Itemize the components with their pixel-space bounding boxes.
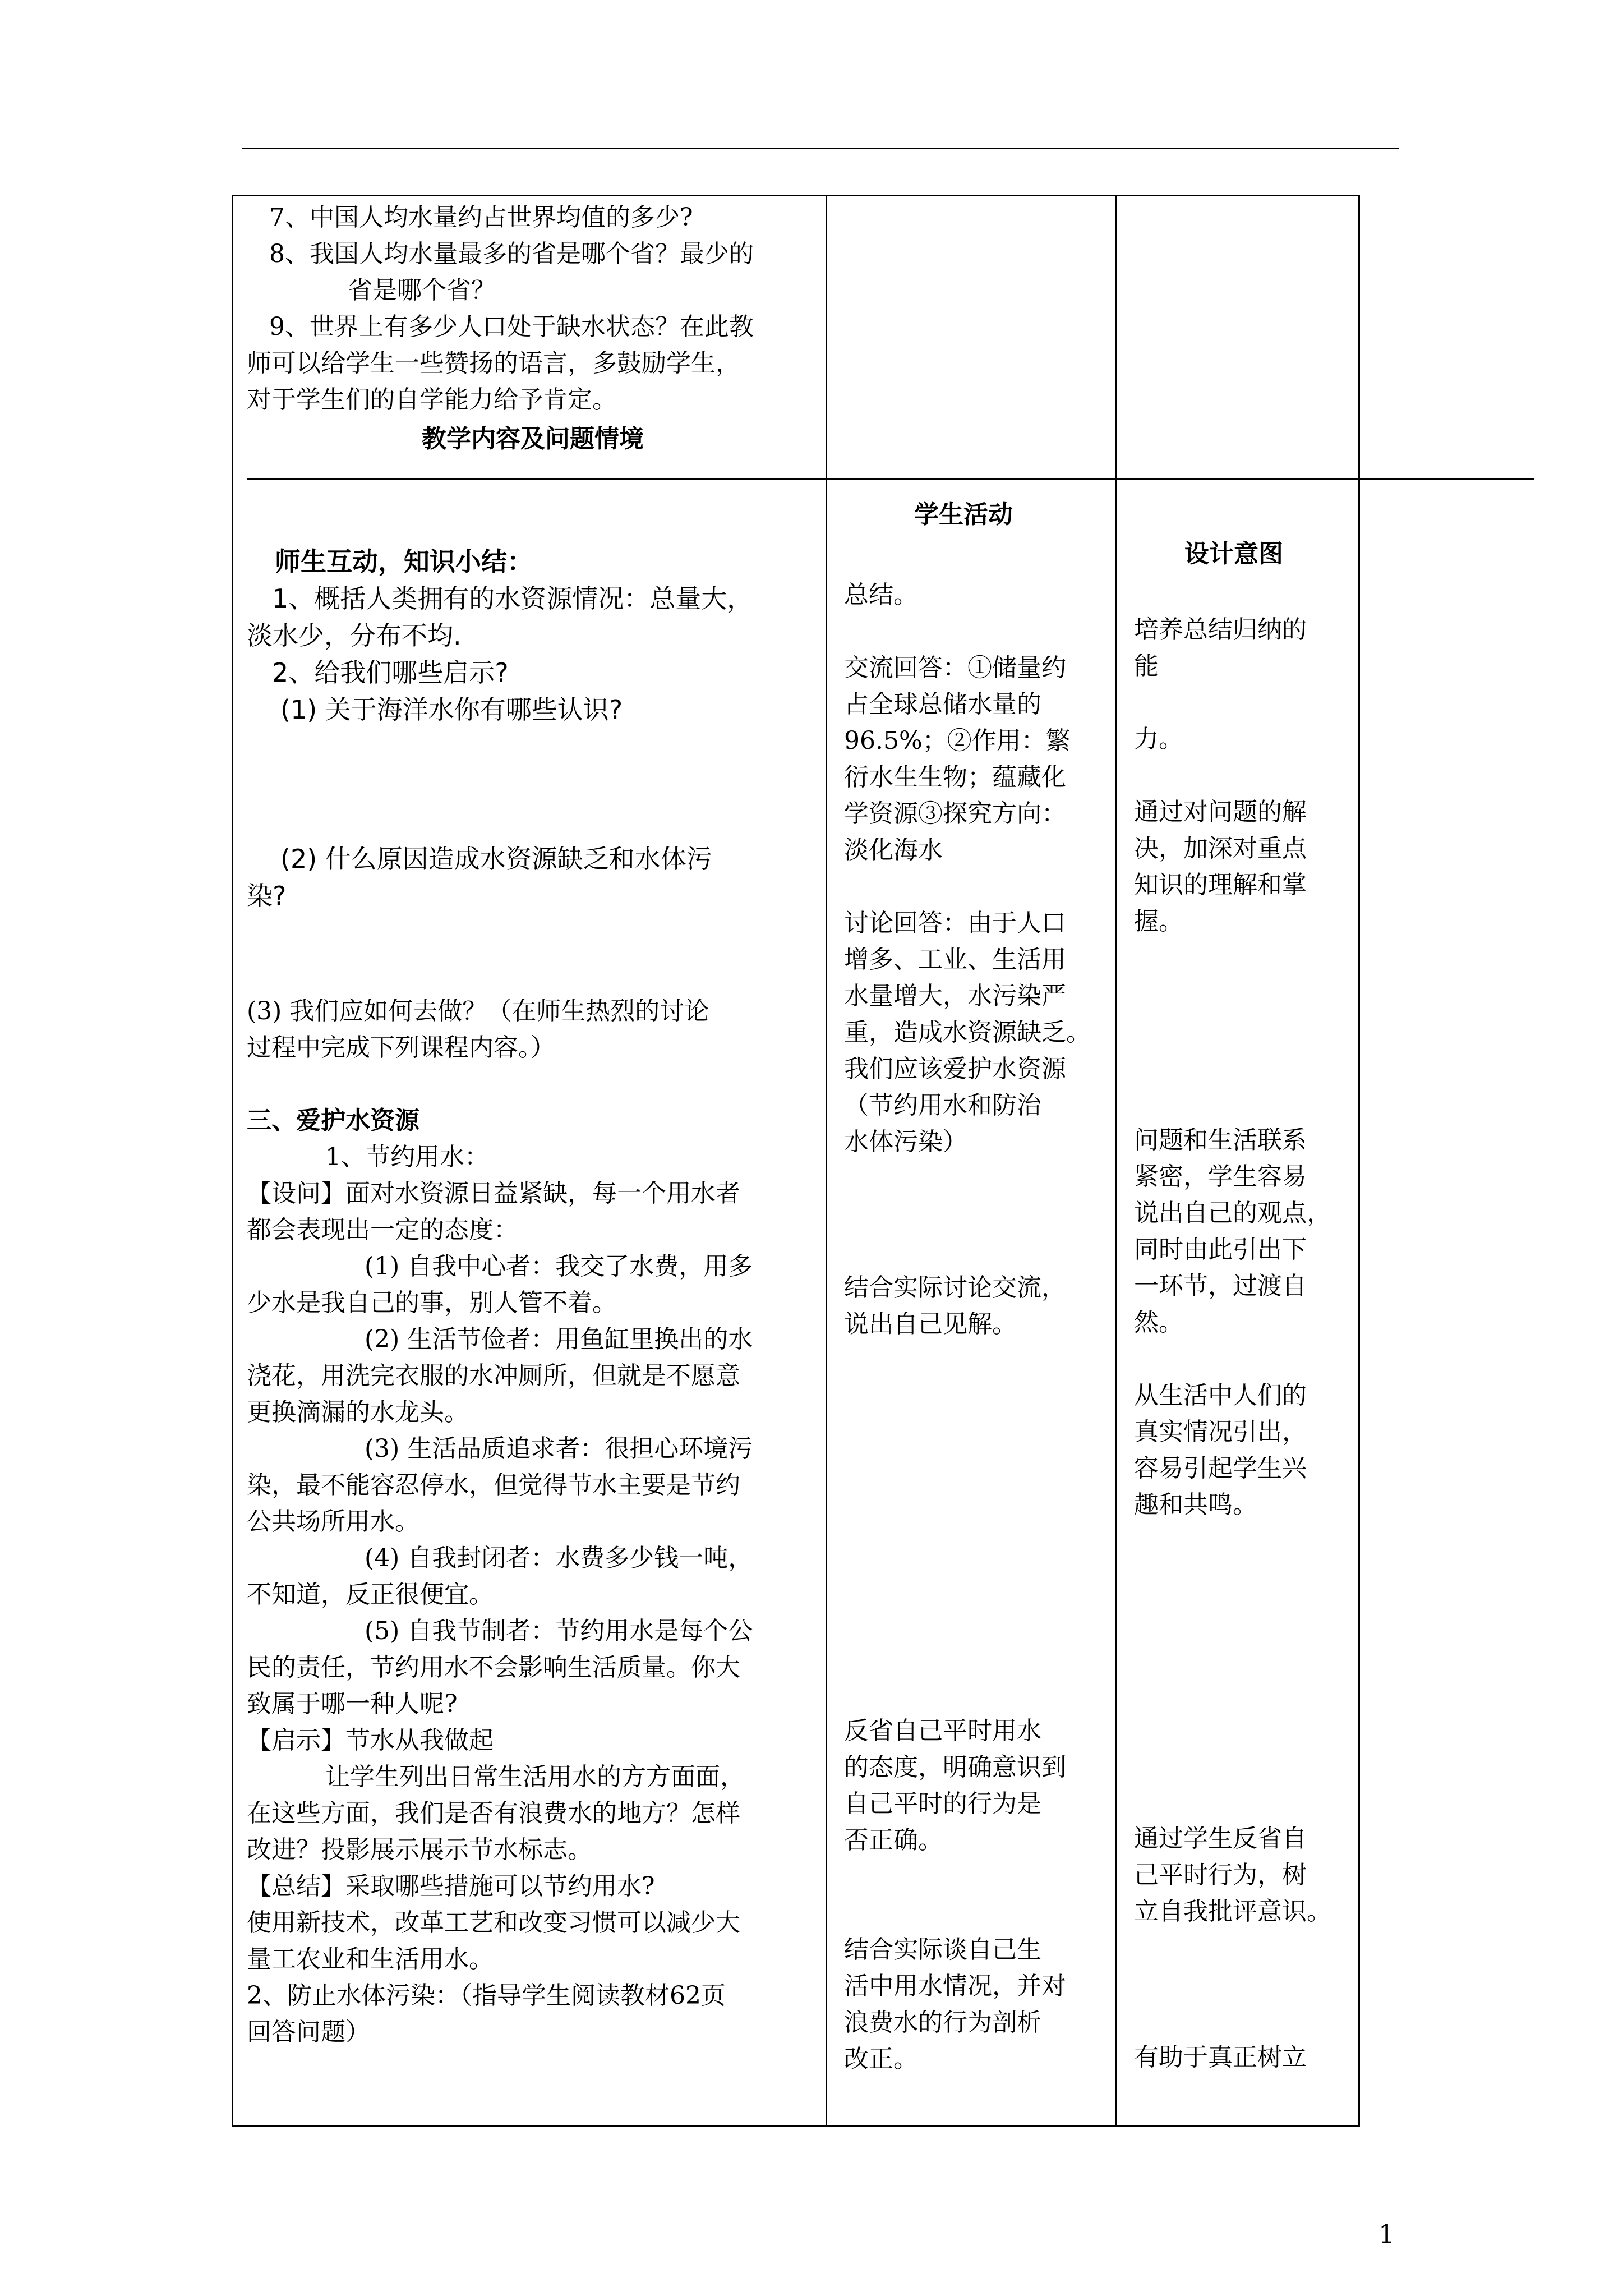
top-row-cell — [247, 199, 819, 457]
design-line: 从生活中人们的 — [1134, 1381, 1307, 1410]
question-9-cont2: 对于学生们的自学能力给予肯定。 — [247, 385, 617, 414]
design-line: 能 — [1134, 652, 1159, 680]
design-line: 趣和共鸣。 — [1134, 1490, 1257, 1519]
design-line: 力。 — [1134, 725, 1183, 753]
design-line: 问题和生活联系 — [1134, 1126, 1307, 1154]
summary-measures-line1: 使用新技术，改革工艺和改变习惯可以减少大 — [247, 1908, 740, 1937]
hint-line3: 改进？投影展示展示节水标志。 — [247, 1835, 592, 1864]
design-line: 通过对问题的解 — [1134, 798, 1307, 826]
design-line: 通过学生反省自 — [1134, 1824, 1307, 1853]
q3-line2: 过程中完成下列课程内容。） — [247, 1033, 555, 1062]
student-line: 交流回答：①储量约 — [844, 654, 1066, 682]
design-line: 同时由此引出下 — [1134, 1235, 1307, 1264]
question-8: 8、我国人均水量最多的省是哪个省？最少的 — [269, 240, 754, 268]
student-line: 水体污染） — [844, 1128, 967, 1156]
design-intent-cell — [1134, 611, 1355, 2076]
q2-2-line1: (2) 什么原因造成水资源缺乏和水体污 — [280, 844, 712, 874]
table-border-left — [232, 195, 233, 2126]
student-line: 总结。 — [844, 581, 918, 609]
student-line: 衍水生生物；蕴藏化 — [844, 763, 1066, 792]
prevent-pollution-line2: 回答问题） — [247, 2018, 370, 2046]
student-line: 反省自己平时用水 — [844, 1717, 1041, 1745]
table-border-bottom — [232, 2125, 1360, 2127]
question-7: 7、中国人均水量约占世界均值的多少? — [269, 203, 693, 232]
student-line: 学资源③探究方向： — [844, 799, 1066, 828]
type-2-line3: 更换滴漏的水龙头。 — [247, 1398, 469, 1427]
table-border-top — [232, 195, 1360, 196]
hint-line1: 让学生列出日常生活用水的方方面面， — [325, 1763, 745, 1791]
student-line: 说出自己见解。 — [844, 1310, 1017, 1338]
summary-measures-title: 【总结】采取哪些措施可以节约用水? — [247, 1872, 655, 1901]
save-water-title: 1、节约用水： — [325, 1143, 489, 1171]
ask-line2: 都会表现出一定的态度： — [247, 1216, 518, 1244]
table-border-right — [1358, 195, 1360, 2126]
student-line: 否正确。 — [844, 1826, 943, 1855]
section-3-title: 三、爱护水资源 — [247, 1106, 419, 1135]
design-line: 说出自己的观点， — [1134, 1199, 1331, 1227]
table-row-divider — [247, 478, 1534, 480]
student-line: 浪费水的行为剖析 — [844, 2008, 1041, 2037]
type-4-line2: 不知道，反正很便宜。 — [247, 1580, 494, 1609]
question-8-cont: 省是哪个省？ — [348, 276, 496, 305]
design-line: 立自我批评意识。 — [1134, 1897, 1331, 1926]
type-4-line1: (4) 自我封闭者：水费多少钱一吨， — [365, 1544, 753, 1572]
teaching-content-cell — [247, 543, 819, 2050]
student-line: 活中用水情况，并对 — [844, 1972, 1066, 2000]
q1-line1: 1、概括人类拥有的水资源情况：总量大， — [272, 583, 753, 614]
summary-measures-line2: 量工农业和生活用水。 — [247, 1945, 494, 1973]
design-line: 握。 — [1134, 907, 1183, 936]
design-line: 紧密，学生容易 — [1134, 1162, 1307, 1191]
type-1-line1: (1) 自我中心者：我交了水费，用多 — [365, 1252, 753, 1281]
q1-line2: 淡水少，分布不均. — [247, 620, 462, 651]
section-header: 教学内容及问题情境 — [422, 425, 644, 453]
header-rule — [242, 148, 1399, 149]
design-line: 真实情况引出， — [1134, 1418, 1307, 1446]
student-line: 结合实际讨论交流， — [844, 1273, 1066, 1302]
student-line: 增多、工业、生活用 — [844, 945, 1066, 974]
q2-1: (1) 关于海洋水你有哪些认识? — [280, 694, 623, 725]
design-intent-header: 设计意图 — [1184, 540, 1283, 568]
type-3-line3: 公共场所用水。 — [247, 1507, 419, 1536]
type-5-line3: 致属于哪一种人呢? — [247, 1690, 458, 1718]
summary-title: 师生互动，知识小结： — [275, 546, 533, 577]
hint-title: 【启示】节水从我做起 — [247, 1726, 494, 1755]
hint-line2: 在这些方面，我们是否有浪费水的地方？怎样 — [247, 1799, 740, 1828]
type-3-line1: (3) 生活品质追求者：很担心环境污 — [365, 1434, 753, 1463]
student-line: 淡化海水 — [844, 836, 943, 864]
design-line: 容易引起学生兴 — [1134, 1454, 1307, 1483]
type-5-line2: 民的责任，节约用水不会影响生活质量。你大 — [247, 1653, 740, 1682]
q2-2-line2: 染? — [247, 881, 287, 911]
prevent-pollution-line1: 2、防止水体污染：（指导学生阅读教材62页 — [247, 1981, 726, 2010]
type-2-line1: (2) 生活节俭者：用鱼缸里换出的水 — [365, 1325, 753, 1354]
type-3-line2: 染，最不能容忍停水，但觉得节水主要是节约 — [247, 1471, 740, 1499]
student-line: 自己平时的行为是 — [844, 1789, 1041, 1818]
design-line: 有助于真正树立 — [1134, 2043, 1307, 2072]
student-line: 水量增大，水污染严 — [844, 982, 1066, 1010]
design-line: 决，加深对重点 — [1134, 834, 1307, 863]
design-line: 然。 — [1134, 1308, 1183, 1337]
student-line: 重，造成水资源缺乏。 — [844, 1018, 1091, 1047]
page-number: 1 — [1378, 2219, 1395, 2249]
student-line: 的态度，明确意识到 — [844, 1753, 1066, 1782]
table-border-col2 — [1115, 195, 1117, 2126]
question-9: 9、世界上有多少人口处于缺水状态？在此教 — [269, 312, 754, 341]
type-5-line1: (5) 自我节制者：节约用水是每个公 — [365, 1617, 753, 1645]
q3-line1: (3) 我们应如何去做？（在师生热烈的讨论 — [247, 997, 709, 1025]
student-line: 我们应该爱护水资源 — [844, 1055, 1066, 1083]
question-9-cont: 师可以给学生一些赞扬的语言，多鼓励学生， — [247, 349, 740, 378]
table-border-col1 — [826, 195, 827, 2126]
design-line: 己平时行为，树 — [1134, 1861, 1307, 1889]
type-1-line2: 少水是我自己的事，别人管不着。 — [247, 1289, 617, 1317]
student-activity-header: 学生活动 — [914, 500, 1013, 529]
student-line: 讨论回答：由于人口 — [844, 909, 1066, 937]
type-2-line2: 浇花，用洗完衣服的水冲厕所，但就是不愿意 — [247, 1361, 740, 1390]
student-line: 结合实际谈自己生 — [844, 1935, 1041, 1964]
design-line: 一环节，过渡自 — [1134, 1272, 1307, 1300]
student-activity-cell — [844, 577, 1108, 2077]
student-line: （节约用水和防治 — [844, 1091, 1041, 1120]
student-line: 占全球总储水量的 — [844, 690, 1041, 719]
student-line: 96.5%；②作用：繁 — [844, 726, 1071, 755]
design-line: 培养总结归纳的 — [1134, 615, 1307, 644]
design-line: 知识的理解和掌 — [1134, 871, 1307, 899]
student-line: 改正。 — [844, 2045, 918, 2073]
ask-line1: 【设问】面对水资源日益紧缺，每一个用水者 — [247, 1179, 740, 1208]
q2: 2、给我们哪些启示? — [272, 657, 509, 688]
